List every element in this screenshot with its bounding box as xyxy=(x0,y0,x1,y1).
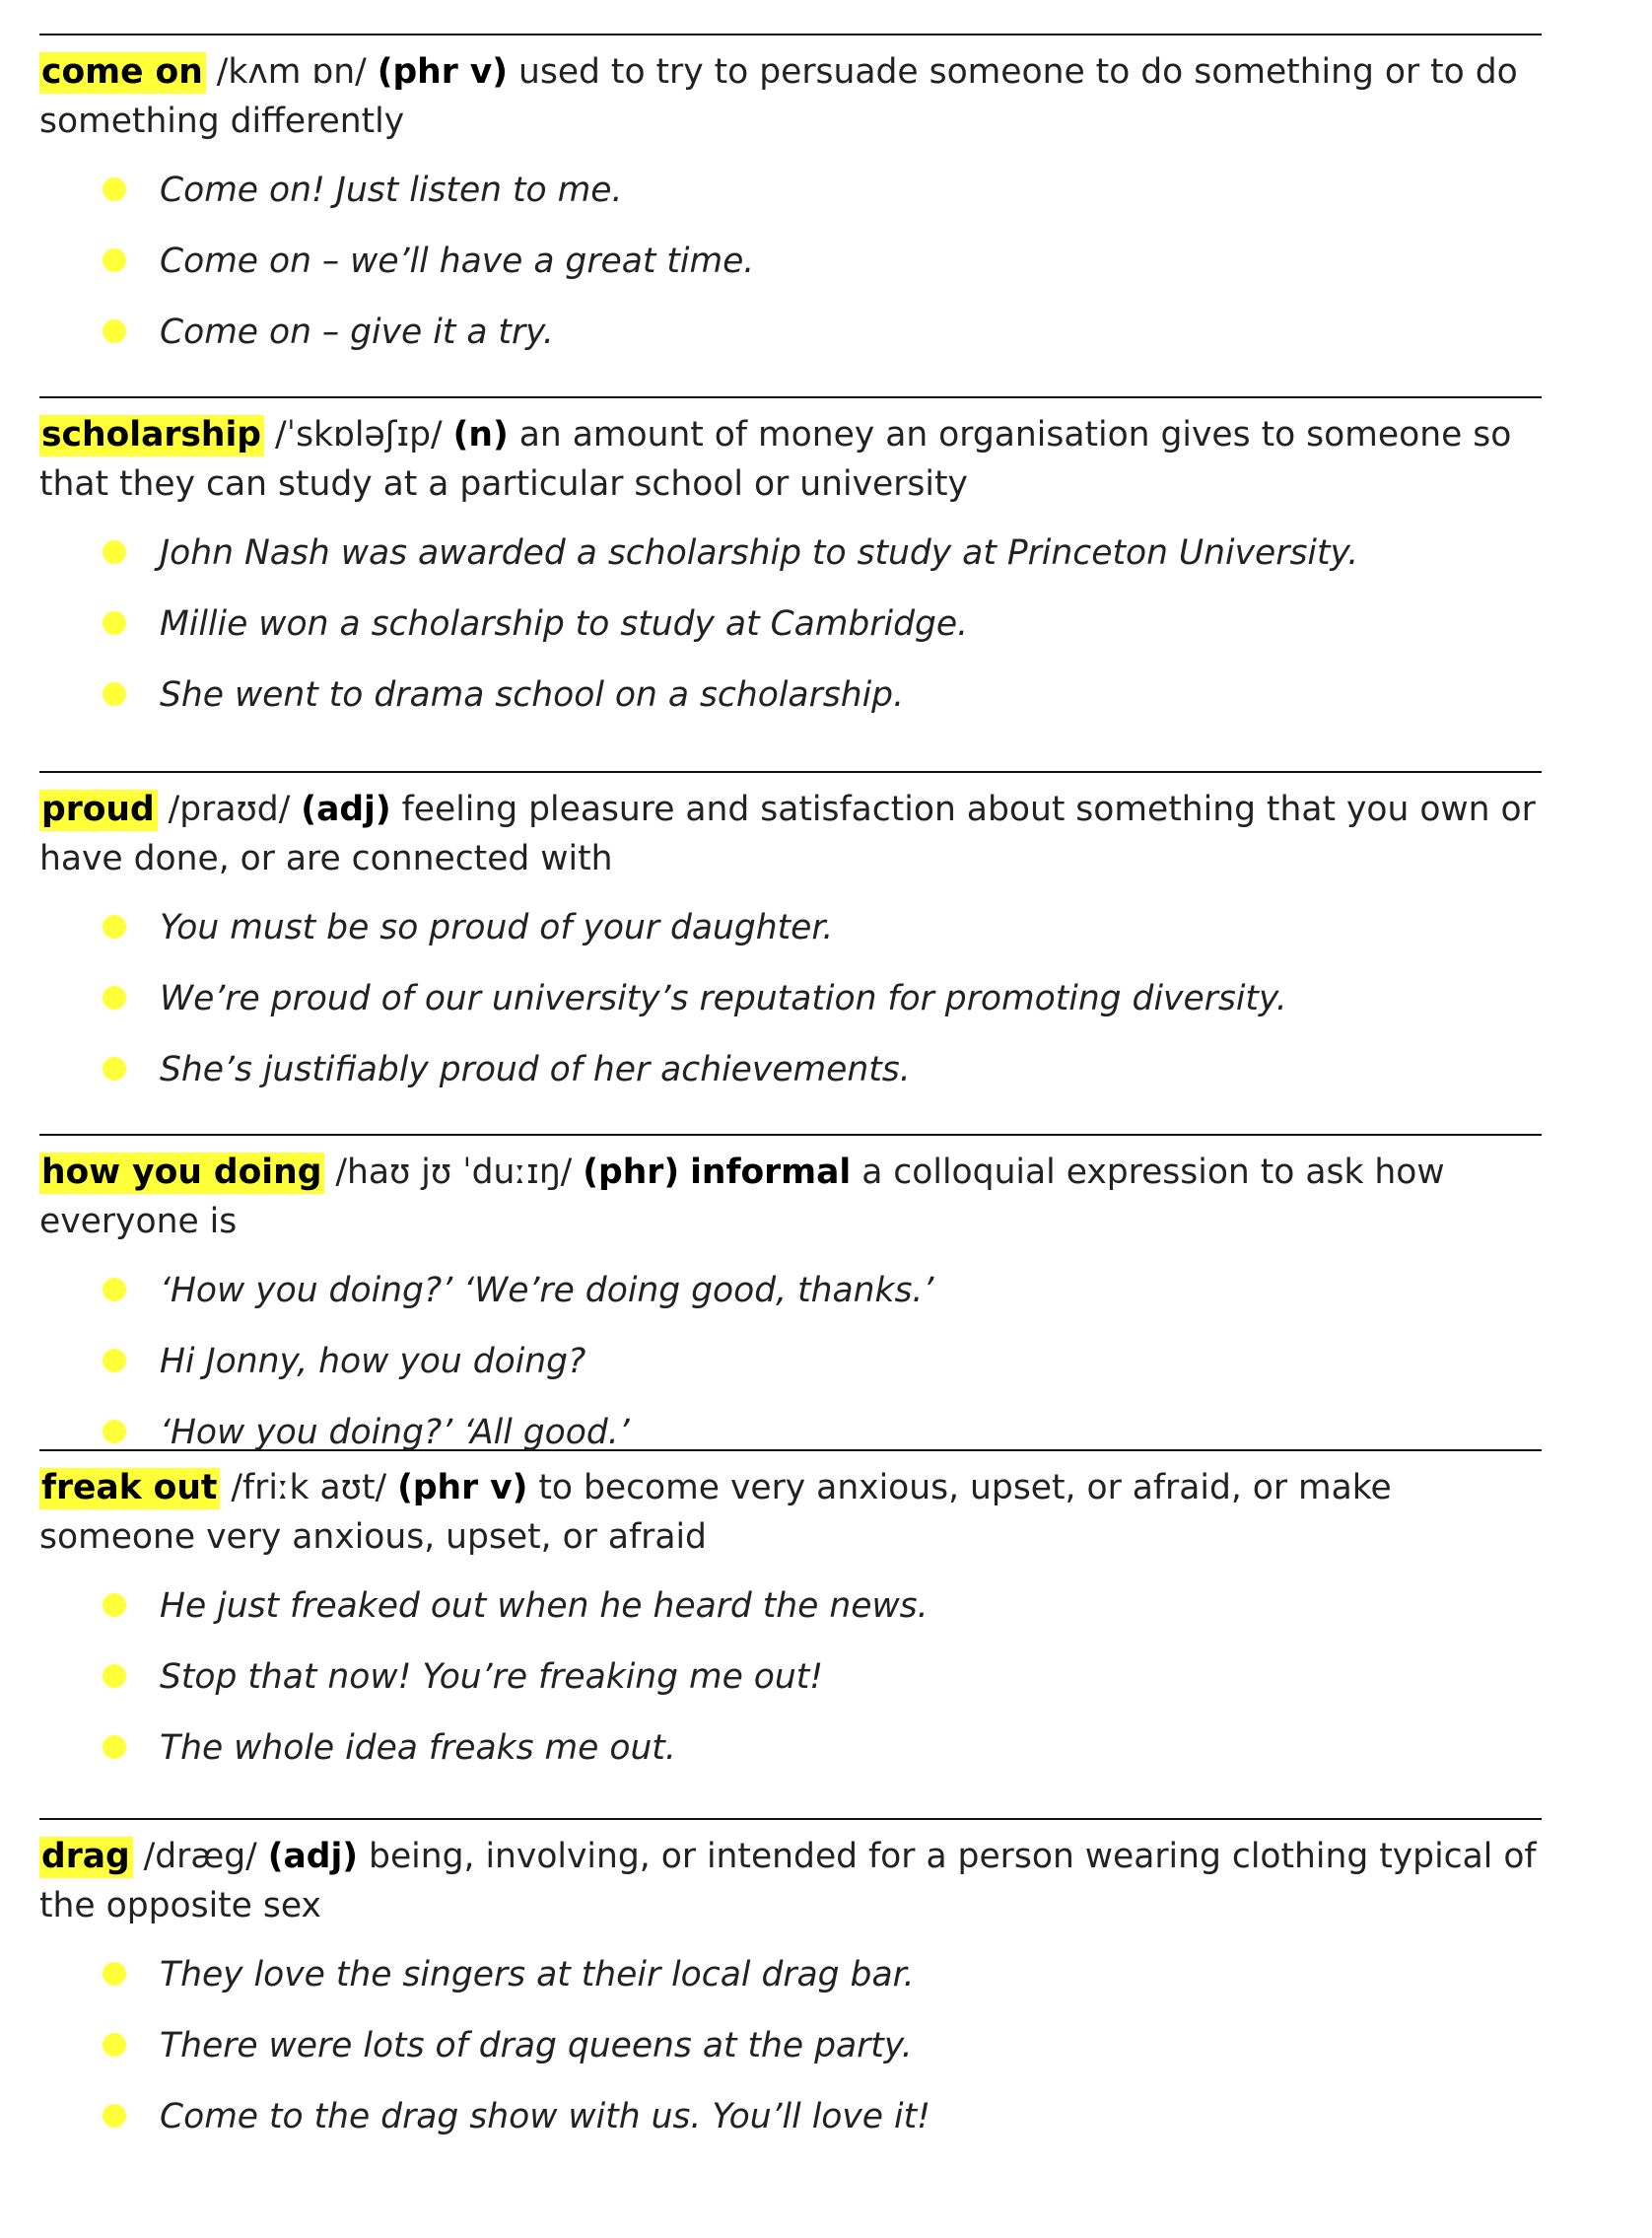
definition-text: used to try to persuade someone to do something or to do something differently xyxy=(39,52,1518,141)
vocabulary-list xyxy=(39,34,1542,2157)
example-list xyxy=(39,903,1542,1116)
example-text: Come on – we’ll have a great time. xyxy=(160,242,755,281)
example-item xyxy=(39,237,1542,308)
definition-text: being, involving, or intended for a person wearing clothing typical of the opposite sex xyxy=(39,1837,1537,1925)
part-of-speech: (n) xyxy=(452,415,509,455)
vocab-entry-scholarship xyxy=(39,396,1542,771)
example-item xyxy=(39,308,1542,379)
example-item xyxy=(39,670,1542,741)
example-item xyxy=(39,1723,1542,1794)
example-text: They love the singers at their local drag bar. xyxy=(160,1955,915,1994)
example-item xyxy=(39,1045,1542,1116)
definition-line xyxy=(39,1148,1542,1246)
example-text: There were lots of drag queens at the party. xyxy=(160,2026,913,2065)
example-text: You must be so proud of your daughter. xyxy=(160,908,834,947)
bullet-dot-icon xyxy=(103,1593,126,1617)
definition-line xyxy=(39,410,1542,509)
bullet-dot-icon xyxy=(103,2033,126,2057)
example-item xyxy=(39,166,1542,237)
bullet-dot-icon xyxy=(103,1735,126,1759)
example-item xyxy=(39,1950,1542,2021)
example-text: ‘How you doing?’ ‘We’re doing good, thanks.’ xyxy=(160,1271,934,1310)
example-item xyxy=(39,1266,1542,1337)
example-list xyxy=(39,1266,1542,1479)
bullet-dot-icon xyxy=(103,682,126,706)
bullet-dot-icon xyxy=(103,1420,126,1443)
pronunciation: /praʊd/ xyxy=(168,790,291,829)
example-item xyxy=(39,2021,1542,2092)
example-item xyxy=(39,903,1542,974)
example-item xyxy=(39,1408,1542,1479)
bullet-dot-icon xyxy=(103,1057,126,1081)
definition-text: to become very anxious, upset, or afraid, or make someone very anxious, upset, or afraid xyxy=(39,1468,1392,1557)
bullet-dot-icon xyxy=(103,540,126,564)
definition-line xyxy=(39,1832,1542,1930)
example-list xyxy=(39,1950,1542,2163)
headword-highlight: drag xyxy=(39,1837,133,1878)
example-text: She’s justifiably proud of her achievements. xyxy=(160,1050,911,1089)
example-item xyxy=(39,599,1542,670)
bullet-dot-icon xyxy=(103,611,126,635)
vocab-entry-how-you-doing xyxy=(39,1134,1542,1452)
part-of-speech: (phr) xyxy=(583,1153,680,1192)
register-label: informal xyxy=(690,1153,852,1192)
headword-highlight: scholarship xyxy=(39,415,264,456)
example-text: Come on – give it a try. xyxy=(160,313,554,352)
headword-highlight: proud xyxy=(39,790,158,831)
example-text: Stop that now! You’re freaking me out! xyxy=(160,1657,824,1697)
vocab-entry-drag xyxy=(39,1818,1542,2157)
bullet-dot-icon xyxy=(103,248,126,272)
pronunciation: /ˈskɒləʃɪp/ xyxy=(274,415,443,455)
example-list xyxy=(39,166,1542,379)
example-item xyxy=(39,528,1542,599)
bullet-dot-icon xyxy=(103,177,126,201)
example-item xyxy=(39,1581,1542,1652)
example-text: John Nash was awarded a scholarship to study at Princeton University. xyxy=(160,533,1359,573)
vocab-entry-come-on xyxy=(39,34,1542,396)
example-item xyxy=(39,1652,1542,1723)
example-item xyxy=(39,2092,1542,2163)
definition-text: feeling pleasure and satisfaction about something that you own or have done, or are connected with xyxy=(39,790,1536,878)
example-text: Millie won a scholarship to study at Cambridge. xyxy=(160,604,969,644)
example-list xyxy=(39,1581,1542,1794)
pronunciation: /haʊ jʊ ˈduːɪŋ/ xyxy=(335,1153,573,1192)
definition-text: an amount of money an organisation gives to someone so that they can study at a particular school or university xyxy=(39,415,1512,504)
headword-highlight: freak out xyxy=(39,1468,220,1509)
example-text: The whole idea freaks me out. xyxy=(160,1728,676,1768)
part-of-speech: (phr v) xyxy=(397,1468,528,1507)
example-item xyxy=(39,974,1542,1045)
vocab-entry-freak-out xyxy=(39,1449,1542,1818)
vocab-entry-proud xyxy=(39,771,1542,1134)
example-text: Come on! Just listen to me. xyxy=(160,171,623,210)
example-item xyxy=(39,1337,1542,1408)
bullet-dot-icon xyxy=(103,1278,126,1301)
bullet-dot-icon xyxy=(103,1349,126,1372)
bullet-dot-icon xyxy=(103,319,126,343)
example-text: She went to drama school on a scholarship. xyxy=(160,675,905,715)
example-list xyxy=(39,528,1542,741)
definition-line xyxy=(39,785,1542,883)
headword-highlight: how you doing xyxy=(39,1153,324,1194)
part-of-speech: (adj) xyxy=(267,1837,359,1876)
bullet-dot-icon xyxy=(103,2104,126,2128)
pronunciation: /kʌm ɒn/ xyxy=(216,52,367,92)
definition-line xyxy=(39,47,1542,146)
bullet-dot-icon xyxy=(103,1664,126,1688)
example-text: Hi Jonny, how you doing? xyxy=(160,1342,586,1381)
example-text: He just freaked out when he heard the news. xyxy=(160,1586,929,1626)
example-text: We’re proud of our university’s reputation for promoting diversity. xyxy=(160,979,1287,1018)
bullet-dot-icon xyxy=(103,915,126,939)
pronunciation: /friːk aʊt/ xyxy=(231,1468,387,1507)
example-text: ‘How you doing?’ ‘All good.’ xyxy=(160,1413,630,1452)
definition-text: a colloquial expression to ask how everyone is xyxy=(39,1153,1445,1241)
bullet-dot-icon xyxy=(103,986,126,1010)
pronunciation: /dræg/ xyxy=(143,1837,257,1876)
part-of-speech: (phr v) xyxy=(377,52,509,92)
bullet-dot-icon xyxy=(103,1962,126,1986)
headword-highlight: come on xyxy=(39,52,206,94)
part-of-speech: (adj) xyxy=(301,790,391,829)
example-text: Come to the drag show with us. You’ll love it! xyxy=(160,2097,930,2136)
